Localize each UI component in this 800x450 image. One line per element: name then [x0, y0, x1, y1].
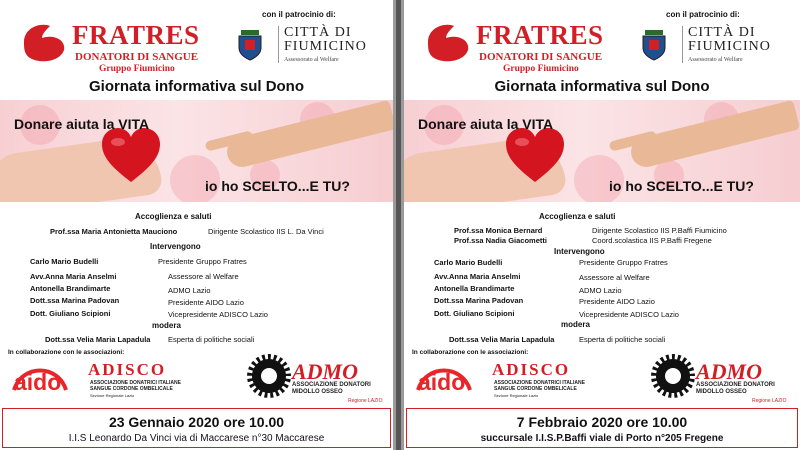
banner-image: [0, 100, 393, 202]
city-department: Assessorato al Welfare: [284, 57, 339, 63]
banner-slogan: Donare aiuta la VITA: [418, 116, 554, 132]
collaboration-label: In collaborazione con le associazioni:: [8, 349, 125, 356]
speaker-name: Avv.Anna Maria Anselmi: [30, 272, 117, 281]
aido-name: aido: [418, 369, 466, 395]
logo-name: FRATRES: [72, 20, 200, 50]
patronage-label: con il patrocinio di:: [666, 10, 740, 19]
adisco-line: ASSOCIAZIONE DONATRICI ITALIANE: [90, 380, 181, 386]
moderator-role: Esperta di politiche sociali: [168, 335, 255, 344]
speaker-role: Presidente AIDO Lazio: [579, 297, 655, 306]
adisco-name: ADISCO: [492, 360, 571, 379]
admo-wheel-icon: [649, 352, 697, 400]
poster-right: [404, 0, 800, 450]
speaker-name: Avv.Anna Maria Anselmi: [434, 272, 521, 281]
host-name: Prof.ssa Nadia Giacometti: [454, 236, 547, 245]
event-place: succursale I.I.S.P.Baffi viale di Porto n°205 Fregene: [480, 433, 724, 444]
blood-drop-icon: [20, 20, 68, 64]
moderator-heading: modera: [152, 321, 181, 330]
speaker-role: Presidente Gruppo Fratres: [579, 258, 668, 267]
speaker-role: ADMO Lazio: [168, 286, 211, 295]
city-name: CITTÀ DI FIUMICINO: [284, 25, 367, 54]
page-title: Giornata informativa sul Dono: [88, 78, 305, 95]
adisco-line: SANGUE CORDONE OMBELICALE: [494, 386, 577, 392]
speakers-heading: Intervengono: [150, 242, 201, 251]
admo-line: ASSOCIAZIONE DONATORI: [696, 382, 775, 388]
collaboration-label: In collaborazione con le associazioni:: [412, 349, 529, 356]
adisco-line: Sezione Regionale Lazio: [90, 393, 135, 398]
event-footer: [406, 408, 798, 448]
host-role: Dirigente Scolastico IIS L. Da Vinci: [208, 227, 324, 236]
city-crest-icon: [637, 28, 671, 62]
blood-drop-icon: [424, 20, 472, 64]
host-name: Prof.ssa Maria Antonietta Mauciono: [50, 227, 178, 236]
adisco-line: SANGUE CORDONE OMBELICALE: [90, 386, 173, 392]
logo-name: FRATRES: [476, 20, 604, 50]
welcome-heading: Accoglienza e saluti: [135, 212, 212, 221]
admo-name: ADMO: [696, 359, 763, 384]
host-role: Dirigente Scolastico IIS P.Baffi Fiumicino: [592, 226, 727, 235]
logo-group: Gruppo Fiumicino: [503, 64, 579, 74]
admo-name: ADMO: [292, 359, 359, 384]
admo-logo: [292, 359, 371, 396]
logo-subtitle: DONATORI DI SANGUE: [75, 51, 199, 63]
banner-image: [404, 100, 800, 202]
admo-line: MIDOLLO OSSEO: [696, 389, 747, 395]
adisco-logo: [492, 360, 632, 400]
event-date: 23 Gennaio 2020 ore 10.00: [108, 414, 285, 430]
heart-icon: [504, 128, 566, 184]
patronage-label: con il patrocinio di:: [262, 10, 336, 19]
city-logo: [278, 26, 393, 63]
admo-region: Regione LAZIO: [348, 398, 383, 404]
speaker-role: ADMO Lazio: [579, 286, 622, 295]
admo-line: ASSOCIAZIONE DONATORI: [292, 382, 371, 388]
adisco-line: ASSOCIAZIONE DONATRICI ITALIANE: [494, 380, 585, 386]
host-name: Prof.ssa Monica Bernard: [454, 226, 543, 235]
speaker-name: Dott. Giuliano Scipioni: [434, 309, 515, 318]
admo-line: MIDOLLO OSSEO: [292, 389, 343, 395]
event-footer: [2, 408, 391, 448]
speaker-role: Assessore al Welfare: [168, 272, 239, 281]
host-role: Coord.scolastica IIS P.Baffi Fregene: [592, 236, 712, 245]
aido-name: aido: [14, 369, 62, 395]
fratres-logo: [20, 18, 200, 74]
event-date: 7 Febbraio 2020 ore 10.00: [516, 414, 688, 430]
banner-question: io ho SCELTO...E TU?: [205, 178, 350, 194]
speaker-name: Dott.ssa Marina Padovan: [30, 296, 120, 305]
admo-logo: [696, 359, 775, 396]
welcome-heading: Accoglienza e saluti: [539, 212, 616, 221]
moderator-name: Dott.ssa Velia Maria Lapadula: [449, 335, 555, 344]
city-department: Assessorato al Welfare: [688, 57, 743, 63]
speaker-role: Vicepresidente ADISCO Lazio: [168, 310, 268, 319]
admo-region: Regione LAZIO: [752, 398, 787, 404]
city-crest-icon: [233, 28, 267, 62]
speaker-name: Antonella Brandimarte: [434, 284, 515, 293]
page-title: Giornata informativa sul Dono: [494, 78, 710, 95]
event-place: I.I.S Leonardo Da Vinci via di Maccarese n°30 Maccarese: [68, 433, 325, 444]
logo-subtitle: DONATORI DI SANGUE: [479, 51, 603, 63]
moderator-heading: modera: [561, 320, 590, 329]
divider: [396, 0, 401, 450]
city-name: CITTÀ DI FIUMICINO: [688, 25, 771, 54]
speakers-heading: Intervengono: [554, 247, 605, 256]
adisco-line: Sezione Regionale Lazio: [494, 393, 539, 398]
moderator-role: Esperta di politiche sociali: [579, 335, 666, 344]
poster-left: [0, 0, 393, 450]
admo-wheel-icon: [245, 352, 293, 400]
fratres-logo: [424, 18, 604, 74]
speaker-name: Carlo Mario Budelli: [434, 258, 503, 267]
banner-slogan: Donare aiuta la VITA: [14, 116, 150, 132]
speaker-name: Dott. Giuliano Scipioni: [30, 309, 111, 318]
city-logo: [682, 26, 798, 63]
speaker-role: Presidente AIDO Lazio: [168, 298, 244, 307]
speaker-name: Antonella Brandimarte: [30, 284, 111, 293]
heart-icon: [100, 128, 162, 184]
speaker-name: Carlo Mario Budelli: [30, 257, 99, 266]
speaker-role: Assessore al Welfare: [579, 273, 650, 282]
adisco-name: ADISCO: [88, 360, 167, 379]
logo-group: Gruppo Fiumicino: [99, 64, 175, 74]
speaker-role: Presidente Gruppo Fratres: [158, 257, 247, 266]
moderator-name: Dott.ssa Velia Maria Lapadula: [45, 335, 151, 344]
banner-question: io ho SCELTO...E TU?: [609, 178, 754, 194]
speaker-role: Vicepresidente ADISCO Lazio: [579, 310, 679, 319]
speaker-name: Dott.ssa Marina Padovan: [434, 296, 524, 305]
adisco-logo: [88, 360, 228, 400]
